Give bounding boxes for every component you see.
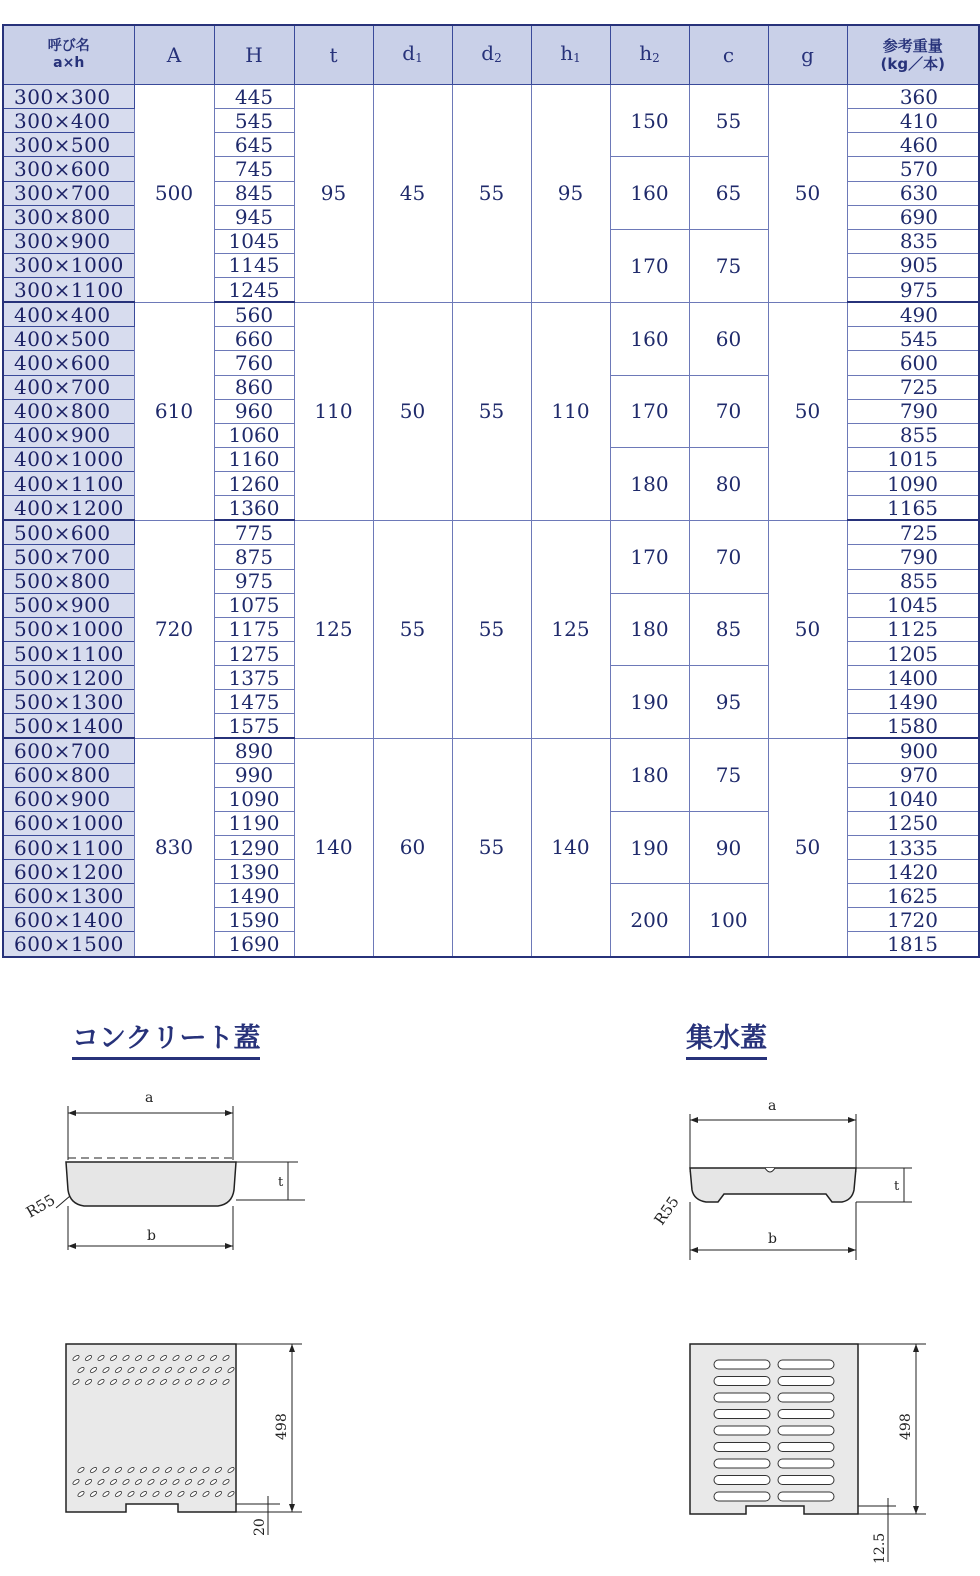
drain-cover-title: 集水蓋 — [686, 1016, 767, 1060]
cell-weight: 1815 — [847, 932, 979, 957]
cell-weight: 600 — [847, 351, 979, 375]
header-h2: $h_2$ — [610, 25, 689, 85]
cell-H: 945 — [214, 205, 294, 229]
concrete-label-t: t — [278, 1175, 284, 1190]
cell-name: 600×800 — [3, 763, 134, 787]
drain-label-a: a — [768, 1098, 777, 1114]
cell-name: 500×1300 — [3, 690, 134, 714]
cell-H: 560 — [214, 302, 294, 327]
cell-name: 600×1400 — [3, 908, 134, 932]
cell-c: 70 — [689, 520, 768, 593]
cell-c: 80 — [689, 447, 768, 520]
drain-slot — [714, 1492, 770, 1501]
cell-name: 500×1200 — [3, 666, 134, 690]
cell-c: 60 — [689, 302, 768, 375]
cell-weight: 1420 — [847, 860, 979, 884]
drain-slot — [714, 1459, 770, 1468]
cell-weight: 1625 — [847, 884, 979, 908]
cell-d2: 55 — [452, 738, 531, 957]
cell-name: 600×1200 — [3, 860, 134, 884]
table-row — [3, 520, 979, 545]
drain-label-r55: R55 — [650, 1193, 683, 1229]
cell-weight: 1125 — [847, 617, 979, 641]
cell-d2: 55 — [452, 520, 531, 738]
cell-H: 660 — [214, 327, 294, 351]
cell-weight: 970 — [847, 763, 979, 787]
cell-name: 300×700 — [3, 181, 134, 205]
drain-label-b: b — [768, 1231, 777, 1247]
drain-cover-section-drawing — [640, 1090, 930, 1270]
drain-slot — [778, 1360, 834, 1369]
cell-name: 300×1000 — [3, 253, 134, 277]
cell-H: 1090 — [214, 787, 294, 811]
cell-g: 50 — [768, 302, 847, 520]
cell-c: 95 — [689, 666, 768, 739]
cell-weight: 725 — [847, 520, 979, 545]
cell-h2: 170 — [610, 229, 689, 302]
cell-name: 600×1000 — [3, 811, 134, 835]
cell-name: 400×1100 — [3, 472, 134, 496]
drain-slot — [714, 1393, 770, 1402]
cell-c: 55 — [689, 85, 768, 157]
cell-H: 1190 — [214, 811, 294, 835]
concrete-label-b: b — [147, 1228, 156, 1244]
cell-weight: 790 — [847, 545, 979, 569]
cell-H: 960 — [214, 399, 294, 423]
cell-H: 1260 — [214, 472, 294, 496]
header-c: c — [689, 25, 768, 85]
cell-name: 300×1100 — [3, 278, 134, 303]
cell-h2: 200 — [610, 884, 689, 957]
cell-name: 500×1000 — [3, 617, 134, 641]
cell-weight: 1580 — [847, 714, 979, 739]
header-A: A — [134, 25, 214, 85]
cell-H: 745 — [214, 157, 294, 181]
cell-name: 500×800 — [3, 569, 134, 593]
cell-weight: 570 — [847, 157, 979, 181]
cell-name: 400×400 — [3, 302, 134, 327]
cell-H: 975 — [214, 569, 294, 593]
table-row — [3, 85, 979, 109]
cell-weight: 1250 — [847, 811, 979, 835]
cell-H: 1075 — [214, 593, 294, 617]
cell-name: 300×800 — [3, 205, 134, 229]
drain-label-12-5: 12.5 — [872, 1532, 888, 1564]
cell-name: 400×800 — [3, 399, 134, 423]
concrete-label-r55: R55 — [23, 1190, 59, 1222]
drain-cover-plan-drawing — [660, 1330, 950, 1570]
cell-H: 845 — [214, 181, 294, 205]
cell-name: 600×1300 — [3, 884, 134, 908]
drain-slot — [778, 1459, 834, 1468]
table-header-row — [3, 25, 979, 85]
cell-h2: 190 — [610, 666, 689, 739]
cell-weight: 1400 — [847, 666, 979, 690]
cell-H: 1275 — [214, 641, 294, 665]
cell-name: 300×900 — [3, 229, 134, 253]
header-t: t — [294, 25, 373, 85]
drain-label-t: t — [894, 1179, 900, 1194]
cell-h2: 190 — [610, 811, 689, 883]
cell-g: 50 — [768, 520, 847, 738]
cell-name: 500×1100 — [3, 641, 134, 665]
cell-weight: 1720 — [847, 908, 979, 932]
cell-c: 100 — [689, 884, 768, 957]
cell-h1: 110 — [531, 302, 610, 520]
cell-H: 775 — [214, 520, 294, 545]
spec-table — [2, 24, 980, 958]
cell-name: 300×300 — [3, 85, 134, 109]
cell-c: 70 — [689, 375, 768, 447]
cell-name: 600×1500 — [3, 932, 134, 957]
table-row — [3, 302, 979, 327]
concrete-cover-section-drawing — [20, 1080, 320, 1260]
drain-slot — [778, 1426, 834, 1435]
header-weight: 参考重量 (kg／本) — [847, 25, 979, 85]
cell-c: 90 — [689, 811, 768, 883]
cell-weight: 900 — [847, 738, 979, 763]
cell-h2: 160 — [610, 302, 689, 375]
cell-weight: 1335 — [847, 835, 979, 859]
table-body — [3, 85, 979, 958]
cell-c: 85 — [689, 593, 768, 665]
cell-name: 500×700 — [3, 545, 134, 569]
cell-name: 600×900 — [3, 787, 134, 811]
concrete-cover-title: コンクリート蓋 — [72, 1016, 260, 1060]
cell-d2: 55 — [452, 302, 531, 520]
concrete-cover-plan-drawing — [40, 1330, 330, 1570]
cell-A: 830 — [134, 738, 214, 957]
cell-name: 500×1400 — [3, 714, 134, 739]
cell-H: 1060 — [214, 423, 294, 447]
cell-h1: 95 — [531, 85, 610, 303]
cell-d1: 45 — [373, 85, 452, 303]
cell-weight: 855 — [847, 423, 979, 447]
header-name: 呼び名 a×h — [3, 25, 134, 85]
cell-h2: 170 — [610, 520, 689, 593]
drain-slot — [714, 1377, 770, 1386]
cell-name: 500×900 — [3, 593, 134, 617]
cell-H: 1360 — [214, 496, 294, 521]
header-h1: $h_1$ — [531, 25, 610, 85]
cell-name: 600×700 — [3, 738, 134, 763]
cell-t: 140 — [294, 738, 373, 957]
cell-weight: 855 — [847, 569, 979, 593]
cell-c: 75 — [689, 738, 768, 811]
cell-weight: 905 — [847, 253, 979, 277]
cell-d1: 55 — [373, 520, 452, 738]
cell-A: 720 — [134, 520, 214, 738]
drain-slot — [714, 1476, 770, 1485]
table-row — [3, 738, 979, 763]
cell-h2: 150 — [610, 85, 689, 157]
cell-name: 300×500 — [3, 133, 134, 157]
cell-d2: 55 — [452, 85, 531, 303]
cell-weight: 490 — [847, 302, 979, 327]
cell-name: 300×600 — [3, 157, 134, 181]
cell-name: 500×600 — [3, 520, 134, 545]
cell-H: 1375 — [214, 666, 294, 690]
cell-weight: 460 — [847, 133, 979, 157]
cell-t: 110 — [294, 302, 373, 520]
cell-H: 445 — [214, 85, 294, 109]
cell-name: 600×1100 — [3, 835, 134, 859]
cell-name: 400×1200 — [3, 496, 134, 521]
drain-slot — [714, 1426, 770, 1435]
cell-H: 860 — [214, 375, 294, 399]
cell-name: 400×900 — [3, 423, 134, 447]
cell-A: 610 — [134, 302, 214, 520]
cell-t: 95 — [294, 85, 373, 303]
cell-H: 875 — [214, 545, 294, 569]
concrete-label-a: a — [145, 1090, 154, 1106]
cell-name: 400×500 — [3, 327, 134, 351]
drain-slot — [778, 1410, 834, 1419]
drain-slot — [714, 1443, 770, 1452]
cell-H: 1475 — [214, 690, 294, 714]
cell-H: 1590 — [214, 908, 294, 932]
header-H: H — [214, 25, 294, 85]
cell-c: 65 — [689, 157, 768, 229]
cell-weight: 410 — [847, 109, 979, 133]
cell-H: 990 — [214, 763, 294, 787]
cell-weight: 835 — [847, 229, 979, 253]
header-d1: $d_1$ — [373, 25, 452, 85]
cell-weight: 1205 — [847, 641, 979, 665]
cell-t: 125 — [294, 520, 373, 738]
cell-h2: 170 — [610, 375, 689, 447]
cell-weight: 690 — [847, 205, 979, 229]
cell-H: 645 — [214, 133, 294, 157]
cell-h2: 160 — [610, 157, 689, 229]
cell-g: 50 — [768, 85, 847, 303]
cell-weight: 1490 — [847, 690, 979, 714]
cell-name: 400×1000 — [3, 447, 134, 471]
cell-A: 500 — [134, 85, 214, 303]
cell-H: 1690 — [214, 932, 294, 957]
cell-H: 1245 — [214, 278, 294, 303]
cell-H: 1175 — [214, 617, 294, 641]
cell-weight: 1165 — [847, 496, 979, 521]
drain-slot — [778, 1393, 834, 1402]
cell-h2: 180 — [610, 447, 689, 520]
cell-H: 1145 — [214, 253, 294, 277]
cell-h1: 140 — [531, 738, 610, 957]
cell-H: 1490 — [214, 884, 294, 908]
drain-slot — [714, 1410, 770, 1419]
cell-H: 1575 — [214, 714, 294, 739]
cell-h1: 125 — [531, 520, 610, 738]
cell-weight: 1090 — [847, 472, 979, 496]
drain-slot — [778, 1476, 834, 1485]
cell-d1: 60 — [373, 738, 452, 957]
cell-weight: 1040 — [847, 787, 979, 811]
cell-weight: 1015 — [847, 447, 979, 471]
cell-H: 545 — [214, 109, 294, 133]
cell-weight: 545 — [847, 327, 979, 351]
cell-name: 300×400 — [3, 109, 134, 133]
concrete-label-498: 498 — [274, 1413, 290, 1440]
cell-H: 1160 — [214, 447, 294, 471]
drain-slot — [778, 1377, 834, 1386]
cell-weight: 975 — [847, 278, 979, 303]
drain-slot — [778, 1492, 834, 1501]
cell-weight: 725 — [847, 375, 979, 399]
header-g: g — [768, 25, 847, 85]
cell-h2: 180 — [610, 738, 689, 811]
cell-g: 50 — [768, 738, 847, 957]
cell-name: 400×700 — [3, 375, 134, 399]
cell-H: 1390 — [214, 860, 294, 884]
cell-weight: 360 — [847, 85, 979, 109]
cell-h2: 180 — [610, 593, 689, 665]
cell-weight: 630 — [847, 181, 979, 205]
drain-slot — [778, 1443, 834, 1452]
cell-H: 760 — [214, 351, 294, 375]
cell-weight: 1045 — [847, 593, 979, 617]
cell-H: 1290 — [214, 835, 294, 859]
cell-H: 890 — [214, 738, 294, 763]
cell-weight: 790 — [847, 399, 979, 423]
header-d2: $d_2$ — [452, 25, 531, 85]
concrete-label-20: 20 — [252, 1518, 268, 1536]
cell-H: 1045 — [214, 229, 294, 253]
drain-slot — [714, 1360, 770, 1369]
cell-d1: 50 — [373, 302, 452, 520]
cell-c: 75 — [689, 229, 768, 302]
cell-name: 400×600 — [3, 351, 134, 375]
drain-label-498: 498 — [898, 1413, 914, 1440]
